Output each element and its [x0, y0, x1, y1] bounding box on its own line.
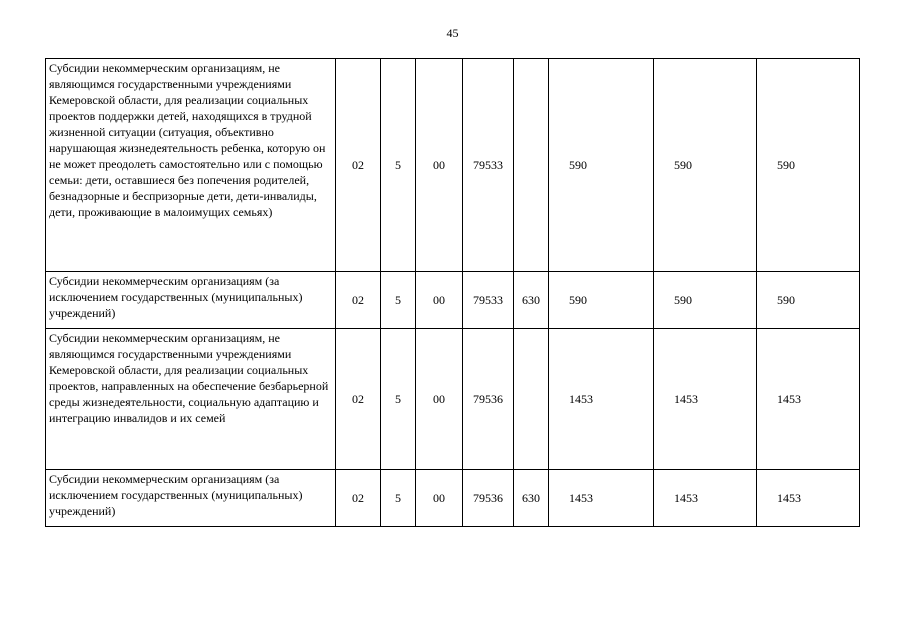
amount-1-cell: 1453 — [549, 329, 654, 470]
program-cell: 00 — [416, 272, 463, 329]
program-cell: 00 — [416, 59, 463, 272]
subsection-cell: 5 — [381, 470, 416, 527]
program-cell: 00 — [416, 470, 463, 527]
amount-2-cell: 590 — [654, 272, 757, 329]
page-number: 45 — [446, 26, 459, 40]
row-description: Субсидии некоммерческим организациям, не являющимся государственными учреждениями Кемеровской области, для реализации социальных проектов, направленных на обеспечение безбарьерной среды жизнедеятельности, социальную адаптацию и интеграцию инвалидов и их семей — [46, 329, 336, 470]
table-row — [46, 59, 860, 272]
code-cell: 79533 — [463, 59, 514, 272]
amount-2-cell: 1453 — [654, 329, 757, 470]
amount-2-cell: 590 — [654, 59, 757, 272]
amount-3-cell: 590 — [757, 272, 860, 329]
table-row — [46, 329, 860, 470]
amount-1-cell: 590 — [549, 272, 654, 329]
table-row — [46, 272, 860, 329]
expense-type-cell — [514, 329, 549, 470]
section-cell: 02 — [336, 329, 381, 470]
program-cell: 00 — [416, 329, 463, 470]
expense-type-cell: 630 — [514, 470, 549, 527]
expense-type-cell — [514, 59, 549, 272]
section-cell: 02 — [336, 272, 381, 329]
subsection-cell: 5 — [381, 329, 416, 470]
code-cell: 79536 — [463, 470, 514, 527]
amount-2-cell: 1453 — [654, 470, 757, 527]
table-row — [46, 470, 860, 527]
row-description: Субсидии некоммерческим организациям (за исключением государственных (муниципальных) учреждений) — [46, 470, 336, 527]
subsection-cell: 5 — [381, 59, 416, 272]
row-description: Субсидии некоммерческим организациям (за исключением государственных (муниципальных) учреждений) — [46, 272, 336, 329]
code-cell: 79533 — [463, 272, 514, 329]
row-description: Субсидии некоммерческим организациям, не являющимся государственными учреждениями Кемеровской области, для реализации социальных проектов поддержки детей, находящихся в трудной жизненной ситуации (ситуация, объективно нарушающая жизнедеятельность ребенка, которую он не может преодолеть самостоятельно или с помощью семьи: дети, оставшиеся без попечения родителей, безнадзорные и беспризорные дети, дети-инвалиды, дети, проживающие в малоимущих семьях) — [46, 59, 336, 272]
amount-1-cell: 1453 — [549, 470, 654, 527]
budget-table — [45, 58, 860, 527]
section-cell: 02 — [336, 470, 381, 527]
section-cell: 02 — [336, 59, 381, 272]
amount-3-cell: 1453 — [757, 329, 860, 470]
subsection-cell: 5 — [381, 272, 416, 329]
amount-3-cell: 1453 — [757, 470, 860, 527]
amount-1-cell: 590 — [549, 59, 654, 272]
code-cell: 79536 — [463, 329, 514, 470]
expense-type-cell: 630 — [514, 272, 549, 329]
amount-3-cell: 590 — [757, 59, 860, 272]
